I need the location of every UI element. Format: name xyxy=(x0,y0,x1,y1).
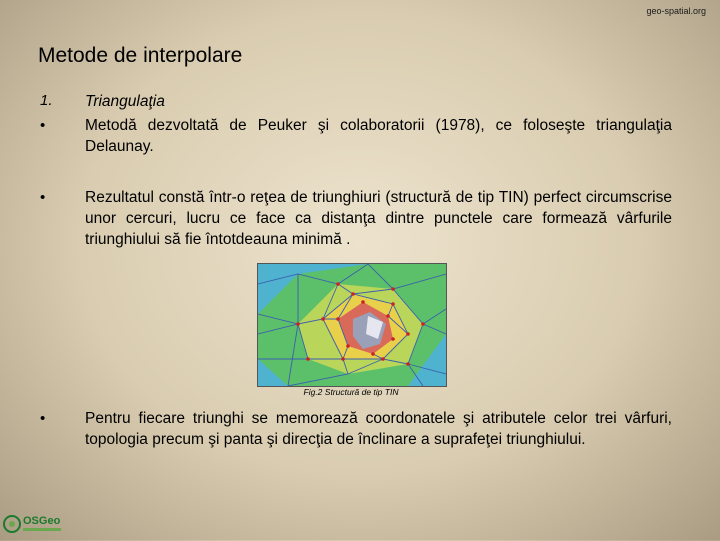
figure-caption: Fig.2 Structură de tip TIN xyxy=(303,387,399,397)
osgeo-logo-text: OSGeo xyxy=(23,515,61,527)
bullet-text: Metodă dezvoltată de Peuker şi colaboratorii (1978), ce foloseşte triangulaţia Delaunay. xyxy=(85,117,672,155)
bullet-marker: • xyxy=(40,189,46,206)
osgeo-logo-icon xyxy=(2,512,22,536)
tin-illustration xyxy=(258,264,446,386)
osgeo-logo-underline xyxy=(23,528,61,531)
osgeo-logo xyxy=(2,512,62,538)
section-heading: Triangulaţia xyxy=(85,93,165,110)
bullet-text: Rezultatul constă într-o reţea de triunghiuri (structură de tip TIN) perfect circumscrise unor cercuri, lucru ce face ca distanţa dintre punctele care formează vârfurile triunghiului să fie întotdeauna minimă . xyxy=(85,189,672,248)
section-number: 1. xyxy=(40,92,53,109)
tin-figure xyxy=(257,263,447,387)
page-title: Metode de interpolare xyxy=(38,44,243,67)
bullet-text: Pentru fiecare triunghi se memorează coordonatele şi atributele celor trei vârfuri, topologia precum şi panta şi direcţia de înclinare a suprafeţei triunghiului. xyxy=(85,410,672,448)
bullet-marker: • xyxy=(40,410,46,427)
site-label: geo-spatial.org xyxy=(646,6,706,16)
bullet-marker: • xyxy=(40,117,46,134)
